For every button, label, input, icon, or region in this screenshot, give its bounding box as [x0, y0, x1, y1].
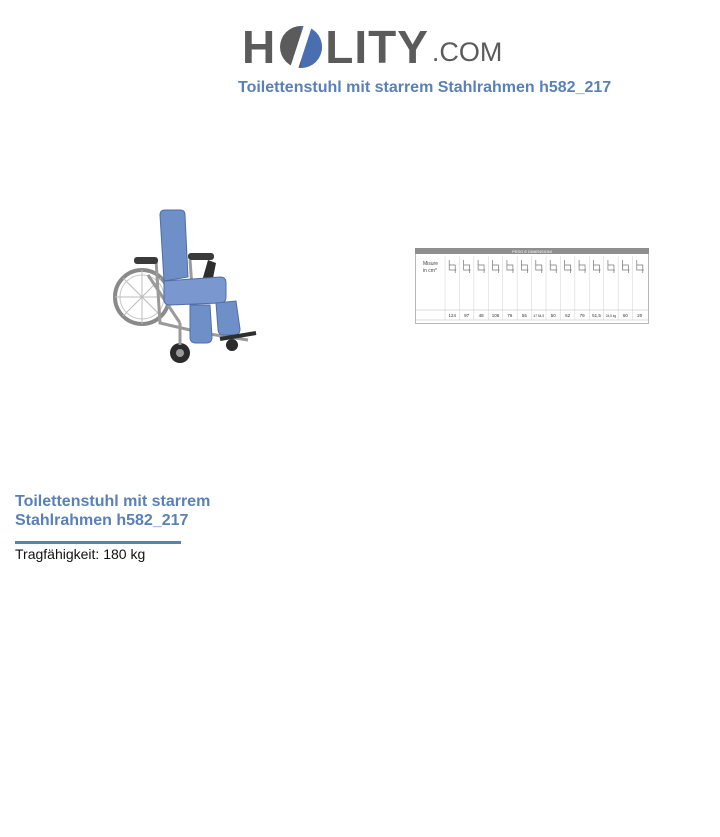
dimension-row-label-2: in cm* [423, 268, 437, 274]
dimension-value: 20 [637, 313, 643, 318]
dimension-value: 76 [507, 313, 513, 318]
dimension-value: 47 54,5 [533, 314, 545, 318]
dimension-table-title: PESO E DIMENSIONI [512, 249, 552, 254]
logo-o-icon [278, 24, 324, 70]
dimension-value: 50 [550, 313, 556, 318]
dimension-table[interactable] [415, 248, 649, 324]
logo-letters-lity: LITY [325, 21, 429, 73]
dimension-table-graphic [415, 248, 649, 324]
dimension-value: 124 [448, 313, 456, 318]
heading-divider [15, 541, 181, 544]
product-heading: Toilettenstuhl mit starrem Stahlrahmen h582_217 [15, 493, 211, 529]
dimension-value: 51,5 [592, 313, 601, 318]
wheelchair-commode-icon [108, 205, 268, 380]
dimension-value: 97 [464, 313, 470, 318]
site-logo[interactable] [242, 10, 503, 73]
dimension-value: 62 [565, 313, 571, 318]
product-image[interactable] [108, 205, 268, 380]
dimension-value: 48 [478, 313, 484, 318]
dimension-value: 79 [579, 313, 585, 318]
logo-tld: .COM [431, 37, 503, 67]
capacity-spec: Tragfähigkeit: 180 kg [15, 546, 146, 562]
dimension-value: 55 [521, 313, 527, 318]
page-title: Toilettenstuhl mit starrem Stahlrahmen h582_217 [238, 79, 612, 96]
dimension-row-label-1: Misure [423, 261, 439, 267]
dimension-value: 60 [622, 313, 628, 318]
dimension-value: 106 [491, 313, 500, 318]
dimension-value: 24,5 kg [605, 314, 617, 318]
logo-letter-h: H [242, 21, 277, 73]
